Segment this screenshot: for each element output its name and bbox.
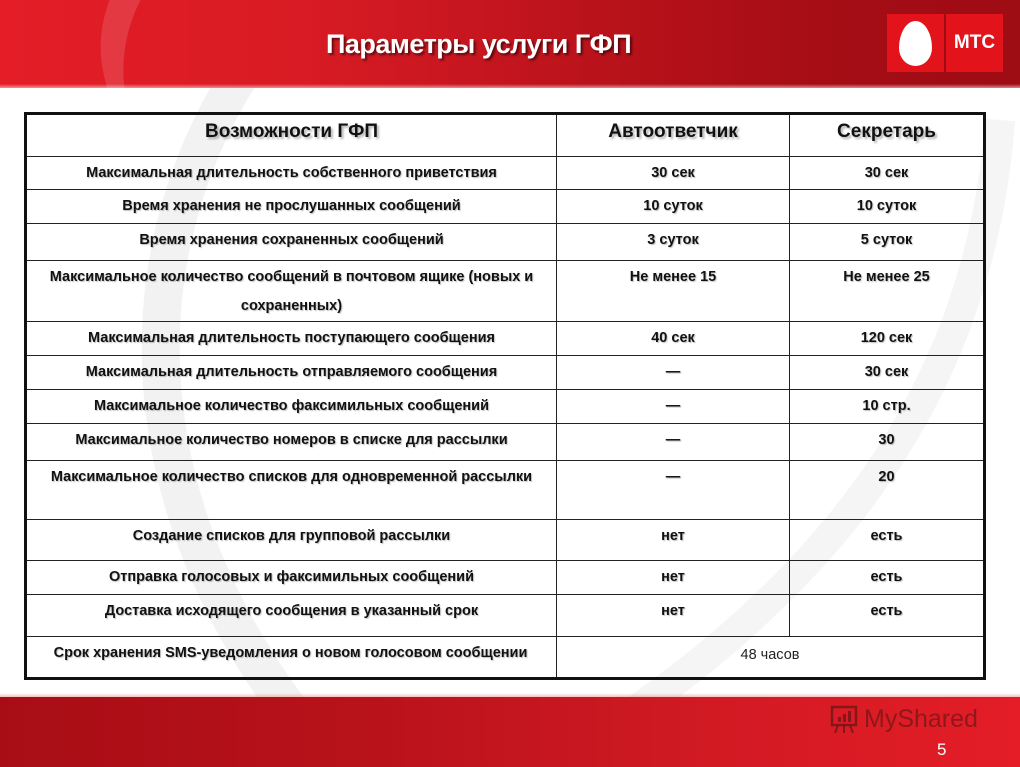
secretary-cell: есть xyxy=(790,561,985,595)
table-row xyxy=(26,520,985,561)
autoresponder-cell: нет xyxy=(557,595,790,637)
egg-icon xyxy=(887,14,944,72)
myshared-watermark xyxy=(828,703,978,735)
autoresponder-cell: 30 сек xyxy=(557,157,790,190)
feature-cell: Время хранения сохраненных сообщений xyxy=(26,224,557,261)
table-row xyxy=(26,157,985,190)
mts-logo xyxy=(887,14,1003,72)
slide-header xyxy=(0,0,1020,88)
autoresponder-cell: Не менее 15 xyxy=(557,261,790,322)
merged-value-cell: 48 часов xyxy=(557,637,985,679)
feature-cell: Создание списков для групповой рассылки xyxy=(26,520,557,561)
feature-cell: Максимальное количество списков для одновременной рассылки xyxy=(26,461,557,520)
feature-cell: Максимальная длительность собственного приветствия xyxy=(26,157,557,190)
autoresponder-cell: — xyxy=(557,461,790,520)
secretary-cell: 120 сек xyxy=(790,322,985,356)
table-row xyxy=(26,424,985,461)
table-row xyxy=(26,356,985,390)
secretary-cell: 10 стр. xyxy=(790,390,985,424)
autoresponder-cell: 10 суток xyxy=(557,190,790,224)
feature-cell: Доставка исходящего сообщения в указанный срок xyxy=(26,595,557,637)
column-header-autoresponder: Автоответчик xyxy=(557,114,790,157)
autoresponder-cell: нет xyxy=(557,561,790,595)
table-row-last xyxy=(26,637,985,679)
table-row xyxy=(26,190,985,224)
secretary-cell: 10 суток xyxy=(790,190,985,224)
secretary-cell: 20 xyxy=(790,461,985,520)
secretary-cell: есть xyxy=(790,595,985,637)
slide-title: Параметры услуги ГФП xyxy=(326,29,632,59)
column-header-secretary: Секретарь xyxy=(790,114,985,157)
feature-cell: Максимальное количество сообщений в почтовом ящике (новых и сохраненных) xyxy=(26,261,557,322)
table-row xyxy=(26,390,985,424)
autoresponder-cell: нет xyxy=(557,520,790,561)
feature-cell: Срок хранения SMS-уведомления о новом голосовом сообщении xyxy=(26,637,557,679)
feature-cell: Максимальное количество факсимильных сообщений xyxy=(26,390,557,424)
table-row xyxy=(26,261,985,322)
table-header-row xyxy=(26,114,985,157)
secretary-cell: Не менее 25 xyxy=(790,261,985,322)
table-row xyxy=(26,561,985,595)
autoresponder-cell: 3 суток xyxy=(557,224,790,261)
feature-cell: Максимальное количество номеров в списке для рассылки xyxy=(26,424,557,461)
autoresponder-cell: — xyxy=(557,424,790,461)
logo-text: МТС xyxy=(946,14,1003,72)
feature-cell: Время хранения не прослушанных сообщений xyxy=(26,190,557,224)
secretary-cell: 30 xyxy=(790,424,985,461)
secretary-cell: есть xyxy=(790,520,985,561)
secretary-cell: 30 сек xyxy=(790,157,985,190)
autoresponder-cell: — xyxy=(557,390,790,424)
feature-cell: Отправка голосовых и факсимильных сообщений xyxy=(26,561,557,595)
feature-cell: Максимальная длительность поступающего сообщения xyxy=(26,322,557,356)
table-row xyxy=(26,224,985,261)
page-number: 5 xyxy=(937,740,947,759)
gfp-parameters-table xyxy=(24,112,986,680)
table-row xyxy=(26,461,985,520)
watermark-text: MyShared xyxy=(864,704,978,733)
secretary-cell: 30 сек xyxy=(790,356,985,390)
autoresponder-cell: — xyxy=(557,356,790,390)
table-row xyxy=(26,595,985,637)
autoresponder-cell: 40 сек xyxy=(557,322,790,356)
table-row xyxy=(26,322,985,356)
feature-cell: Максимальная длительность отправляемого сообщения xyxy=(26,356,557,390)
column-header-features: Возможности ГФП xyxy=(26,114,557,157)
presentation-board-icon xyxy=(828,703,860,735)
secretary-cell: 5 суток xyxy=(790,224,985,261)
